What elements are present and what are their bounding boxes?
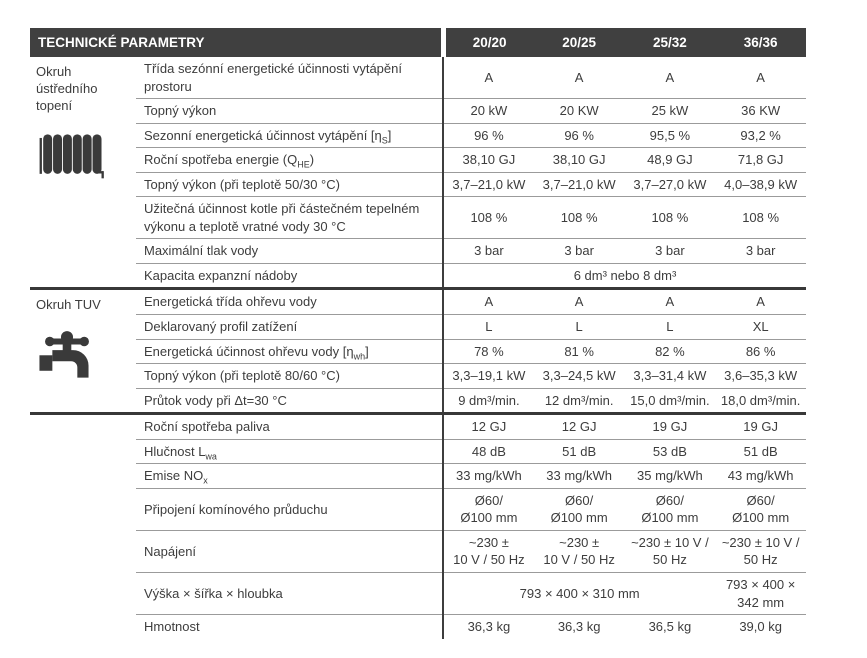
param-label: Připojení komínového průduchu xyxy=(136,488,443,530)
section-label-cell xyxy=(30,414,136,639)
model-column-header: 20/25 xyxy=(534,28,625,57)
header-row xyxy=(30,28,806,57)
param-label: Hmotnost xyxy=(136,615,443,639)
param-value: A xyxy=(484,69,494,85)
table-row xyxy=(30,148,806,173)
param-value: 51 dB xyxy=(534,439,625,464)
table-row xyxy=(30,57,806,99)
param-value: Ø60/ Ø100 mm xyxy=(443,488,534,530)
param-value: 108 % xyxy=(715,197,806,239)
section-name: Okruh TUV xyxy=(36,297,101,313)
param-value: 793 × 400 × 310 mm xyxy=(443,573,715,615)
param-value: 39,0 kg xyxy=(715,615,806,639)
param-value: 51 dB xyxy=(715,439,806,464)
table-row xyxy=(30,488,806,530)
radiator-icon xyxy=(36,131,132,179)
table-row xyxy=(30,239,806,264)
param-value: 19 GJ xyxy=(625,414,716,440)
param-value: 48,9 GJ xyxy=(625,148,716,173)
param-label: Výška × šířka × hloubka xyxy=(136,573,443,615)
param-label: Topný výkon (při teplotě 50/30 °C) xyxy=(136,172,443,197)
section-central-heating xyxy=(30,57,806,289)
table-row xyxy=(30,615,806,639)
param-value: A xyxy=(534,289,625,315)
param-value: 9 dm³/min. xyxy=(443,388,534,414)
table-row xyxy=(30,99,806,124)
table-row xyxy=(30,364,806,389)
param-value: 53 dB xyxy=(625,439,716,464)
param-label: Užitečná účinnost kotle při částečném tepelném výkonu a teplotě vratné vody 30 °C xyxy=(136,197,443,239)
param-value: 4,0–38,9 kW xyxy=(715,172,806,197)
table-row xyxy=(30,530,806,572)
param-label: Napájení xyxy=(136,530,443,572)
param-value: 12 dm³/min. xyxy=(534,388,625,414)
section-name xyxy=(36,421,132,422)
param-label: Roční spotřeba paliva xyxy=(136,414,443,440)
param-value: 33 mg/kWh xyxy=(534,464,625,489)
param-value: Ø60/ Ø100 mm xyxy=(534,488,625,530)
param-value: L xyxy=(534,315,625,340)
param-value: A xyxy=(443,289,534,315)
table-row xyxy=(30,573,806,615)
param-value: 93,2 % xyxy=(715,123,806,148)
table-row xyxy=(30,123,806,148)
param-value: 19 GJ xyxy=(715,414,806,440)
table-row xyxy=(30,339,806,364)
param-value: 25 kW xyxy=(625,99,716,124)
param-label: Topný výkon (při teplotě 80/60 °C) xyxy=(136,364,443,389)
param-value: A xyxy=(574,69,584,85)
model-column-header: 36/36 xyxy=(715,28,806,57)
param-value: 48 dB xyxy=(443,439,534,464)
param-value: 96 % xyxy=(534,123,625,148)
param-value: 35 mg/kWh xyxy=(625,464,716,489)
model-column-header: 20/20 xyxy=(443,28,534,57)
param-value: ~230 ± 10 V / 50 Hz xyxy=(625,530,716,572)
param-value: 36,5 kg xyxy=(625,615,716,639)
param-value: L xyxy=(443,315,534,340)
param-value: 108 % xyxy=(534,197,625,239)
param-value: 38,10 GJ xyxy=(534,148,625,173)
param-value: 82 % xyxy=(625,339,716,364)
param-value: 12 GJ xyxy=(443,414,534,440)
section-tuv xyxy=(30,289,806,414)
param-value: 86 % xyxy=(715,339,806,364)
param-value: 3,3–31,4 kW xyxy=(625,364,716,389)
param-label: Emise $NO_x$ xyxy=(136,464,443,489)
table-row xyxy=(30,172,806,197)
param-label: Energetická třída ohřevu vody xyxy=(136,289,443,315)
param-value: 38,10 GJ xyxy=(443,148,534,173)
param-value: 108 % xyxy=(443,197,534,239)
param-value: 3,3–24,5 kW xyxy=(534,364,625,389)
param-label: Sezonní energetická účinnost vytápění $[\eta_S]$ xyxy=(136,123,443,148)
param-label: Třída sezónní energetické účinnosti vytápění prostoru xyxy=(136,57,443,99)
param-value: ~230 ± 10 V / 50 Hz xyxy=(443,530,534,572)
param-value: L xyxy=(625,315,716,340)
param-value: Ø60/ Ø100 mm xyxy=(715,488,806,530)
param-value: ~230 ± 10 V / 50 Hz xyxy=(715,530,806,572)
param-value: 71,8 GJ xyxy=(715,148,806,173)
param-value: 36,3 kg xyxy=(534,615,625,639)
param-label: Maximální tlak vody xyxy=(136,239,443,264)
param-value: 6 dm³ nebo 8 dm³ xyxy=(443,263,806,289)
param-value: A xyxy=(625,289,716,315)
table-row xyxy=(30,315,806,340)
param-label: Energetická účinnost ohřevu vody $[\eta_{wh}]$ xyxy=(136,339,443,364)
faucet-icon xyxy=(36,330,132,384)
param-value: A xyxy=(756,69,765,85)
param-value: 36,3 kg xyxy=(443,615,534,639)
table-row xyxy=(30,197,806,239)
param-value: XL xyxy=(715,315,806,340)
table-row xyxy=(30,289,806,315)
param-value: 108 % xyxy=(625,197,716,239)
param-value: 3,7–21,0 kW xyxy=(443,172,534,197)
param-value: 81 % xyxy=(534,339,625,364)
param-value: 3,7–27,0 kW xyxy=(625,172,716,197)
param-value: 43 mg/kWh xyxy=(715,464,806,489)
param-value: 33 mg/kWh xyxy=(443,464,534,489)
param-value: 18,0 dm³/min. xyxy=(715,388,806,414)
param-value: 12 GJ xyxy=(534,414,625,440)
param-value: 96 % xyxy=(443,123,534,148)
param-value: A xyxy=(715,289,806,315)
param-value: A xyxy=(665,69,675,85)
table-row xyxy=(30,439,806,464)
param-value: 3 bar xyxy=(534,239,625,264)
table-row xyxy=(30,414,806,440)
param-value: 3 bar xyxy=(625,239,716,264)
param-value: ~230 ± 10 V / 50 Hz xyxy=(534,530,625,572)
section-name: Okruh ústředního topení xyxy=(36,64,98,113)
param-value: 95,5 % xyxy=(625,123,716,148)
param-value: 20 kW xyxy=(443,99,534,124)
param-value: Ø60/ Ø100 mm xyxy=(625,488,716,530)
param-label: Topný výkon xyxy=(136,99,443,124)
param-value: 20 KW xyxy=(534,99,625,124)
param-label: Kapacita expanzní nádoby xyxy=(136,263,443,289)
param-value: 3 bar xyxy=(443,239,534,264)
table-title: TECHNICKÉ PARAMETRY xyxy=(30,28,443,57)
param-value: 3,3–19,1 kW xyxy=(443,364,534,389)
model-column-header: 25/32 xyxy=(625,28,716,57)
table-row xyxy=(30,464,806,489)
section-label-cell xyxy=(30,57,136,289)
param-label: Roční spotřeba energie $(Q_{HE})$ xyxy=(136,148,443,173)
param-value: 36 KW xyxy=(715,99,806,124)
param-value: 793 × 400 × 342 mm xyxy=(715,573,806,615)
table-row xyxy=(30,263,806,289)
param-value: 78 % xyxy=(443,339,534,364)
technical-parameters-table xyxy=(30,28,806,639)
param-value: 3,6–35,3 kW xyxy=(715,364,806,389)
param-label: Deklarovaný profil zatížení xyxy=(136,315,443,340)
table-row xyxy=(30,388,806,414)
param-label: Hlučnost $L_{wa}$ xyxy=(136,439,443,464)
param-label: Průtok vody při Δt=30 °C xyxy=(136,388,443,414)
param-value: 3,7–21,0 kW xyxy=(534,172,625,197)
table-header xyxy=(30,28,806,57)
param-value: 3 bar xyxy=(715,239,806,264)
section-general xyxy=(30,414,806,639)
section-label-cell xyxy=(30,289,136,414)
param-value: 15,0 dm³/min. xyxy=(625,388,716,414)
